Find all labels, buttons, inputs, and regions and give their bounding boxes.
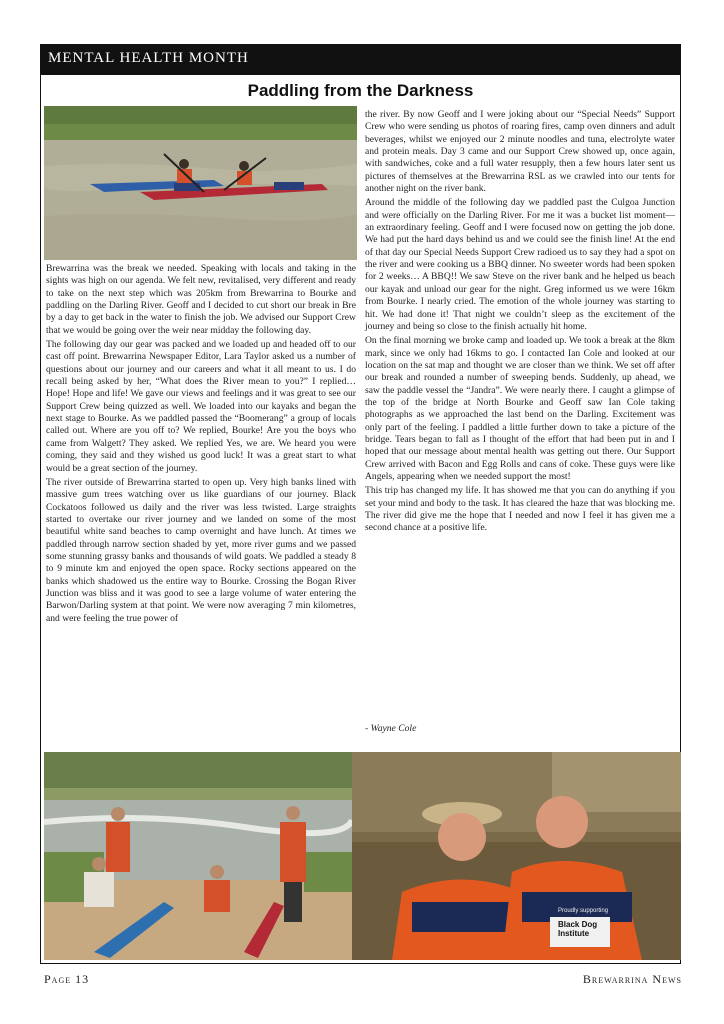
section-header [40, 44, 681, 74]
author-signature: - Wayne Cole [365, 723, 417, 734]
paragraph: Brewarrina was the break we needed. Speaking with locals and taking in the sights was high on our agenda. We felt new, revitalised, very different and ready to take on the next step which was 205km from Brewarrina to Bourke and paddling on the Darling River. Geoff and I decided to cut short our break in Bre by a day to get back in the water to finish the job. We advised our Support Crew that we would be going over the weir near midday the following day. [46, 263, 356, 336]
article-title: Paddling from the Darkness [247, 81, 474, 100]
shirt-brand-text: Black Dog Institute [558, 920, 598, 938]
paragraph: The following day our gear was packed and we loaded up and headed off to our cast off point. Brewarrina Newspaper Editor, Lara Taylor asked us a number of questions about our journey and our careers and what it all meant to us. I do recall being asked by her, “What does the River mean to you?” I replied… Hope! Hope and life! We gave our views and feelings and it was great to see our Support Crew being quizzed as well. We loaded into our kayaks and began the next stage to Bourke. As we paddled passed the “Boomerang” a group of locals called out. Where are you off to? We replied, Bourke! Are you the boys who came from Walgett? They asked. We replied Yes, we are. We heard you were coming, they said and they wished us good luck! It was a great start to what would be a great section of the journey. [46, 339, 356, 474]
shirt-tag-text: Proudly supporting [558, 908, 609, 914]
paragraph: On the final morning we broke camp and loaded up. We took a break at the 8km mark, since we only had 16kms to go. I contacted Ian Cole and looked at our location on the sat map and thought we are closer than we think. We set off after our break and rounded a number of sweeping bends. Suddenly, up ahead, we saw the paddle vessel the “Jandra”. We were nearly there. I caught a glimpse of the top of the bridge at North Bourke and Geoff saw Ian Cole taking photographs as we approached the last bend on the Darling. Excitement was only part of the feeling. I paddled a little further down to take a picture of the bridge. Tears began to fall as I thought of the effort that had been put in and I hoped that our message about mental health was getting out there. Our Support Crew arrived with Bacon and Egg Rolls and cans of coke. These guys were like Angels, appearing when we needed support the most! [365, 335, 675, 482]
left-text-column [46, 263, 356, 627]
right-text-column [365, 109, 675, 537]
section-header-text: MENTAL HEALTH MONTH [48, 50, 249, 66]
group-riverbank-photo [44, 752, 352, 960]
paragraph: The river outside of Brewarrina started to open up. Very high banks lined with massive gum trees watching over us like guardians of our journey. Black Cockatoos followed us daily and the river was less twisted. Large straights started to overtake our river journey and we landed on some of the most beautiful white sand beaches to camp overnight and have lunch. At times we paddled through narrow section shaded by yet, more river gums and we passed some stunning grassy banks and thousands of wild goats. We paddled a steady 8 to 9 minute km and enjoyed the open space. Rocky sections appeared on the banks which shadowed us the entire way to Bourke. Crossing the Bogan River Junction was bliss and it was good to see a large volume of water entering the Barwon/Darling system at that point. We were now averaging 7 min kilometres, and were feeling the true power of [46, 476, 356, 624]
paragraph: This trip has changed my life. It has showed me that you can do anything if you set your mind and body to the task. It has cleared the haze that was blocking me. The river did give me the hope that I needed and now I feel it has given me a second chance at a positive life. [365, 485, 675, 534]
kayak-river-photo [44, 106, 357, 260]
paragraph: the river. By now Geoff and I were joking about our “Special Needs” Support Crew who were sending us photos of roaring fires, camp oven dinners and adult beverages, whilst we enjoyed our 2 minute noodles and tuna, electrolyte water and protein meals. Day 3 came and our Support Crew showed up, once again, with sandwiches, coke and a full water resupply, then a few hours later sent us pictures of themselves at the Brewarrina RSL as we crawled into our tents for another night on the river bank. [365, 109, 675, 195]
paragraph: Around the middle of the following day we paddled past the Culgoa Junction and were officially on the Darling River. For me it was a bucket list moment—an extraordinary feeling. Geoff and I were focused now on getting the job done. We had put the hard days behind us and we could see the finish line! At the end of that day our Special Needs Support Crew radioed us to say they had a spot on the river and were cooking us a BBQ dinner. No sweeter words had been spoken for 2 weeks… A BBQ!! We saw Steve on the river bank and he helped us beach our kayak and unload our gear for the night. Greg informed us we were 16km from Bourke. I nearly cried. The emotion of the whole journey was starting to hit. We had done it! That night we couldn’t sleep as the excitement of the journey and being so close to the finish actually hit home. [365, 197, 675, 332]
publication-name: Brewarrina News [582, 972, 682, 986]
page-number: Page 13 [44, 972, 90, 986]
two-men-photo [352, 752, 681, 960]
